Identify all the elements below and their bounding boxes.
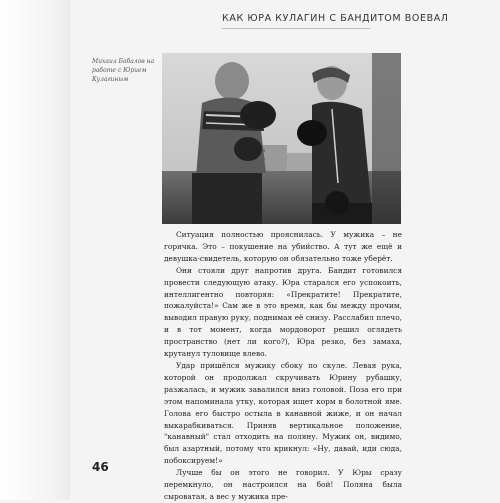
boxing-photo	[162, 53, 401, 224]
paragraph-1: Ситуация полностью прояснилась. У мужика – не горячка. Это – покушение на убийство. А тут же ещё и девушка-свидетель, которую он обязательно тоже уберёт.	[164, 230, 402, 263]
photo-caption: Михаил Бабалов на работе с Юрием Кулагиным	[92, 58, 155, 83]
paragraph-4: Лучше бы он этого не говорил. У Юры сразу перемкнуло, он настроился на бой! Поляна была сыроватая, а вес у мужика пре-	[164, 468, 402, 501]
running-head-rule	[222, 28, 370, 29]
body-text	[164, 229, 402, 503]
paragraph-3: Удар пришёлся мужику сбоку по скуле. Левая рука, которой он продолжал скручивать Юрину рубашку, разжалась, и мужик завалился вниз головой. Поза его при этом напоминала утку, которая ищет корм в болотной яме. Голова его быстро остыла в канавной жиже, и он начал выкарабкиваться. Приняв вертикальное положение, "канавный" стал отходить на поляну. Мужик он, видимо, был азартный, потому что крикнул: «Ну, давай, иди сюда, побоксируем!»	[164, 360, 402, 466]
running-head: КАК ЮРА КУЛАГИН С БАНДИТОМ ВОЕВАЛ	[222, 13, 449, 24]
page-spine-shadow	[0, 0, 70, 500]
page-number: 46	[92, 460, 109, 474]
paragraph-2: Они стояли друг напротив друга. Бандит готовился провести следующую атаку. Юра старался его успокоить, интеллигентно повторяя: «Прекратите! Прекратите, пожалуйста!» Сам же в это время, как бы между прочим, выводил правую руку, поднимая её снизу. Расслабил плечо, и в тот момент, когда мордоворот решил оглядеть пространство (нет ли кого?), Юра резко, без замаха, крутанул туловище влево.	[164, 265, 402, 359]
boxing-photo-image	[162, 53, 401, 224]
